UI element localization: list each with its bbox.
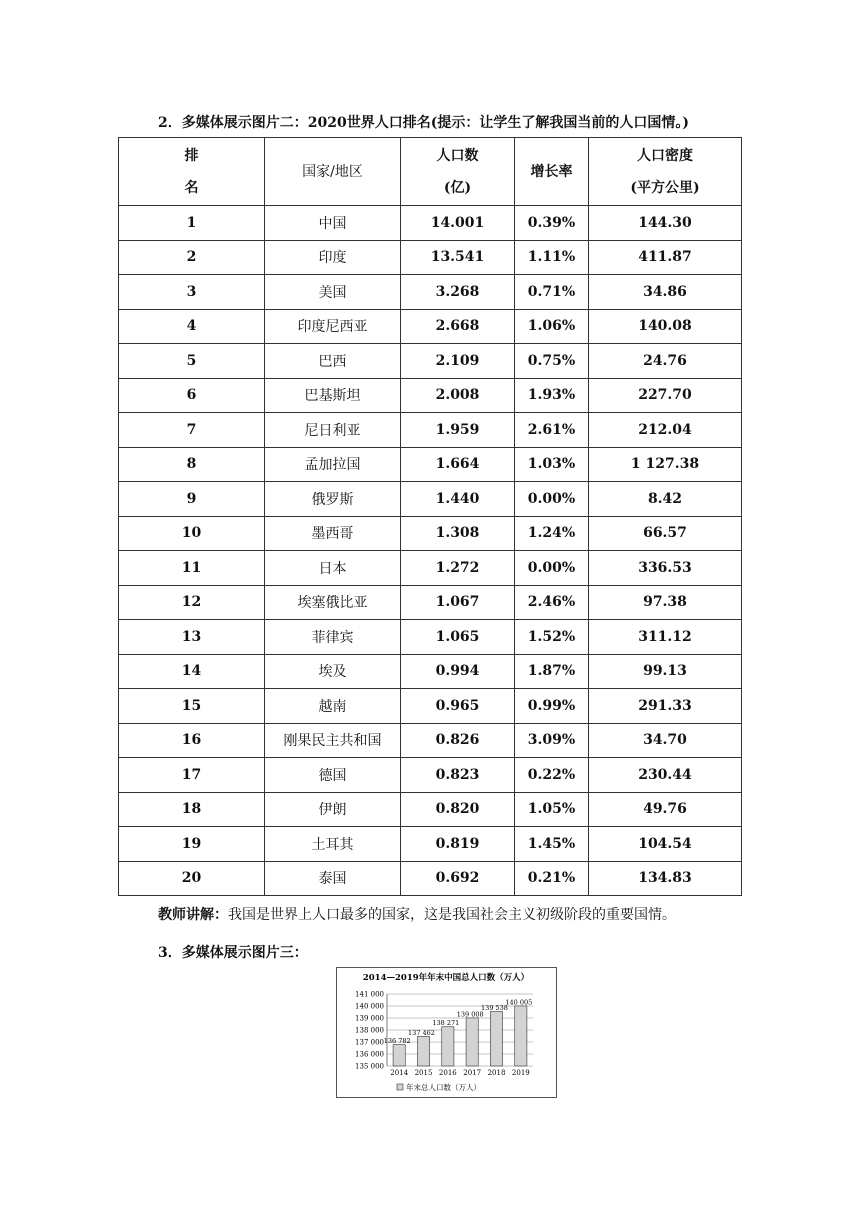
cell-density: 144.30 bbox=[589, 206, 742, 241]
cell-density: 140.08 bbox=[589, 309, 742, 344]
cell-country: 伊朗 bbox=[265, 792, 401, 827]
cell-population: 1.308 bbox=[401, 516, 515, 551]
cell-country: 德国 bbox=[265, 758, 401, 793]
data-label: 140 005 bbox=[505, 998, 533, 1007]
cell-country: 俄罗斯 bbox=[265, 482, 401, 517]
cell-density: 336.53 bbox=[589, 551, 742, 586]
data-label: 136 782 bbox=[383, 1037, 411, 1046]
cell-density: 97.38 bbox=[589, 585, 742, 620]
cell-country: 美国 bbox=[265, 275, 401, 310]
cell-country: 中国 bbox=[265, 206, 401, 241]
table-row bbox=[119, 516, 742, 551]
table-row bbox=[119, 378, 742, 413]
y-tick-label: 139 000 bbox=[355, 1014, 384, 1023]
table-row bbox=[119, 654, 742, 689]
cell-growth: 1.87% bbox=[515, 654, 589, 689]
cell-rank: 4 bbox=[119, 309, 265, 344]
cell-density: 49.76 bbox=[589, 792, 742, 827]
cell-growth: 2.46% bbox=[515, 585, 589, 620]
y-tick-label: 138 000 bbox=[355, 1026, 384, 1035]
cell-population: 2.109 bbox=[401, 344, 515, 379]
cell-growth: 0.00% bbox=[515, 482, 589, 517]
cell-rank: 5 bbox=[119, 344, 265, 379]
cell-population: 0.826 bbox=[401, 723, 515, 758]
cell-density: 311.12 bbox=[589, 620, 742, 655]
table-row bbox=[119, 792, 742, 827]
cell-country: 刚果民主共和国 bbox=[265, 723, 401, 758]
cell-density: 230.44 bbox=[589, 758, 742, 793]
cell-growth: 1.24% bbox=[515, 516, 589, 551]
legend-swatch bbox=[397, 1084, 403, 1090]
header-density-line2: (平方公里) bbox=[630, 179, 700, 196]
cell-rank: 10 bbox=[119, 516, 265, 551]
cell-rank: 1 bbox=[119, 206, 265, 241]
table-row bbox=[119, 861, 742, 896]
cell-population: 0.994 bbox=[401, 654, 515, 689]
cell-country: 尼日利亚 bbox=[265, 413, 401, 448]
x-tick-label: 2018 bbox=[487, 1069, 506, 1077]
cell-rank: 19 bbox=[119, 827, 265, 862]
cell-density: 227.70 bbox=[589, 378, 742, 413]
cell-growth: 1.06% bbox=[515, 309, 589, 344]
cell-country: 日本 bbox=[265, 551, 401, 586]
cell-rank: 12 bbox=[119, 585, 265, 620]
cell-population: 1.272 bbox=[401, 551, 515, 586]
cell-growth: 1.03% bbox=[515, 447, 589, 482]
cell-population: 2.668 bbox=[401, 309, 515, 344]
cell-density: 8.42 bbox=[589, 482, 742, 517]
cell-growth: 1.05% bbox=[515, 792, 589, 827]
cell-rank: 15 bbox=[119, 689, 265, 724]
cell-country: 巴西 bbox=[265, 344, 401, 379]
table-row bbox=[119, 723, 742, 758]
cell-growth: 0.71% bbox=[515, 275, 589, 310]
cell-rank: 2 bbox=[119, 240, 265, 275]
table-header-row bbox=[119, 138, 742, 206]
cell-country: 埃及 bbox=[265, 654, 401, 689]
cell-country: 印度尼西亚 bbox=[265, 309, 401, 344]
cell-population: 1.067 bbox=[401, 585, 515, 620]
data-label: 139 008 bbox=[456, 1010, 484, 1019]
data-label: 137 462 bbox=[408, 1028, 435, 1037]
cell-density: 66.57 bbox=[589, 516, 742, 551]
header-density bbox=[589, 138, 742, 206]
cell-rank: 3 bbox=[119, 275, 265, 310]
cell-rank: 8 bbox=[119, 447, 265, 482]
cell-country: 菲律宾 bbox=[265, 620, 401, 655]
y-tick-label: 136 000 bbox=[355, 1050, 384, 1059]
header-rank bbox=[119, 138, 265, 206]
table-row bbox=[119, 206, 742, 241]
cell-population: 0.692 bbox=[401, 861, 515, 896]
population-bar-chart bbox=[336, 967, 557, 1098]
cell-rank: 16 bbox=[119, 723, 265, 758]
table-row bbox=[119, 240, 742, 275]
cell-country: 墨西哥 bbox=[265, 516, 401, 551]
header-country: 国家/地区 bbox=[265, 138, 401, 206]
cell-growth: 1.45% bbox=[515, 827, 589, 862]
y-tick-label: 141 000 bbox=[355, 990, 384, 999]
cell-country: 土耳其 bbox=[265, 827, 401, 862]
cell-growth: 1.11% bbox=[515, 240, 589, 275]
cell-rank: 20 bbox=[119, 861, 265, 896]
cell-density: 291.33 bbox=[589, 689, 742, 724]
table-row bbox=[119, 827, 742, 862]
table-row bbox=[119, 344, 742, 379]
cell-growth: 1.93% bbox=[515, 378, 589, 413]
header-population bbox=[401, 138, 515, 206]
bar bbox=[442, 1027, 454, 1066]
bar bbox=[490, 1012, 502, 1066]
section-3-caption: 3．多媒体展示图片三： bbox=[158, 945, 308, 961]
teacher-label: 教师讲解： bbox=[158, 907, 228, 923]
cell-rank: 11 bbox=[119, 551, 265, 586]
population-ranking-table bbox=[118, 137, 742, 896]
cell-growth: 1.52% bbox=[515, 620, 589, 655]
cell-population: 1.664 bbox=[401, 447, 515, 482]
legend-label: 年末总人口数（万人） bbox=[406, 1083, 481, 1092]
cell-rank: 7 bbox=[119, 413, 265, 448]
y-tick-label: 135 000 bbox=[355, 1062, 384, 1071]
y-tick-label: 140 000 bbox=[355, 1002, 384, 1011]
table-row bbox=[119, 413, 742, 448]
bar bbox=[515, 1006, 527, 1066]
cell-density: 34.86 bbox=[589, 275, 742, 310]
x-tick-label: 2017 bbox=[463, 1069, 482, 1077]
header-population-line2: (亿) bbox=[443, 179, 472, 196]
table-row bbox=[119, 551, 742, 586]
table-row bbox=[119, 447, 742, 482]
cell-population: 1.065 bbox=[401, 620, 515, 655]
data-label: 139 538 bbox=[481, 1004, 508, 1013]
header-rank-line2: 名 bbox=[184, 179, 199, 196]
chart-title: 2014—2019年年末中国总人口数（万人） bbox=[362, 973, 530, 983]
cell-country: 孟加拉国 bbox=[265, 447, 401, 482]
header-growth: 增长率 bbox=[515, 138, 589, 206]
table-row bbox=[119, 309, 742, 344]
cell-density: 134.83 bbox=[589, 861, 742, 896]
teacher-explanation bbox=[158, 904, 676, 924]
section-2-caption: 2．多媒体展示图片二：2020世界人口排名(提示：让学生了解我国当前的人口国情。) bbox=[158, 115, 689, 131]
cell-rank: 6 bbox=[119, 378, 265, 413]
x-tick-label: 2014 bbox=[390, 1069, 409, 1077]
cell-country: 印度 bbox=[265, 240, 401, 275]
cell-density: 411.87 bbox=[589, 240, 742, 275]
cell-country: 泰国 bbox=[265, 861, 401, 896]
cell-country: 越南 bbox=[265, 689, 401, 724]
chart-svg bbox=[337, 968, 556, 1097]
cell-growth: 0.22% bbox=[515, 758, 589, 793]
bar bbox=[393, 1045, 405, 1066]
table-row bbox=[119, 482, 742, 517]
table-row bbox=[119, 275, 742, 310]
header-rank-line1: 排 bbox=[184, 147, 199, 164]
table-row bbox=[119, 689, 742, 724]
cell-growth: 0.75% bbox=[515, 344, 589, 379]
cell-population: 2.008 bbox=[401, 378, 515, 413]
header-density-line1: 人口密度 bbox=[637, 147, 693, 164]
cell-growth: 0.00% bbox=[515, 551, 589, 586]
cell-density: 212.04 bbox=[589, 413, 742, 448]
cell-population: 0.820 bbox=[401, 792, 515, 827]
x-tick-label: 2019 bbox=[511, 1069, 530, 1077]
cell-population: 0.823 bbox=[401, 758, 515, 793]
cell-growth: 2.61% bbox=[515, 413, 589, 448]
cell-growth: 0.39% bbox=[515, 206, 589, 241]
cell-country: 埃塞俄比亚 bbox=[265, 585, 401, 620]
x-tick-label: 2015 bbox=[414, 1069, 433, 1077]
cell-population: 1.440 bbox=[401, 482, 515, 517]
cell-growth: 3.09% bbox=[515, 723, 589, 758]
cell-population: 14.001 bbox=[401, 206, 515, 241]
cell-growth: 0.21% bbox=[515, 861, 589, 896]
table-row bbox=[119, 758, 742, 793]
table-row bbox=[119, 585, 742, 620]
cell-rank: 17 bbox=[119, 758, 265, 793]
bar bbox=[466, 1018, 478, 1066]
header-population-line1: 人口数 bbox=[436, 147, 479, 164]
x-tick-label: 2016 bbox=[438, 1069, 457, 1077]
cell-population: 3.268 bbox=[401, 275, 515, 310]
cell-population: 0.819 bbox=[401, 827, 515, 862]
cell-rank: 13 bbox=[119, 620, 265, 655]
cell-population: 1.959 bbox=[401, 413, 515, 448]
cell-density: 99.13 bbox=[589, 654, 742, 689]
cell-country: 巴基斯坦 bbox=[265, 378, 401, 413]
teacher-text: 我国是世界上人口最多的国家，这是我国社会主义初级阶段的重要国情。 bbox=[228, 907, 676, 923]
cell-density: 24.76 bbox=[589, 344, 742, 379]
y-tick-label: 137 000 bbox=[355, 1038, 384, 1047]
cell-rank: 18 bbox=[119, 792, 265, 827]
cell-population: 0.965 bbox=[401, 689, 515, 724]
cell-population: 13.541 bbox=[401, 240, 515, 275]
cell-rank: 9 bbox=[119, 482, 265, 517]
cell-density: 1 127.38 bbox=[589, 447, 742, 482]
cell-density: 104.54 bbox=[589, 827, 742, 862]
data-label: 138 271 bbox=[432, 1019, 460, 1028]
cell-rank: 14 bbox=[119, 654, 265, 689]
table-row bbox=[119, 620, 742, 655]
cell-density: 34.70 bbox=[589, 723, 742, 758]
bar bbox=[417, 1036, 429, 1066]
cell-growth: 0.99% bbox=[515, 689, 589, 724]
